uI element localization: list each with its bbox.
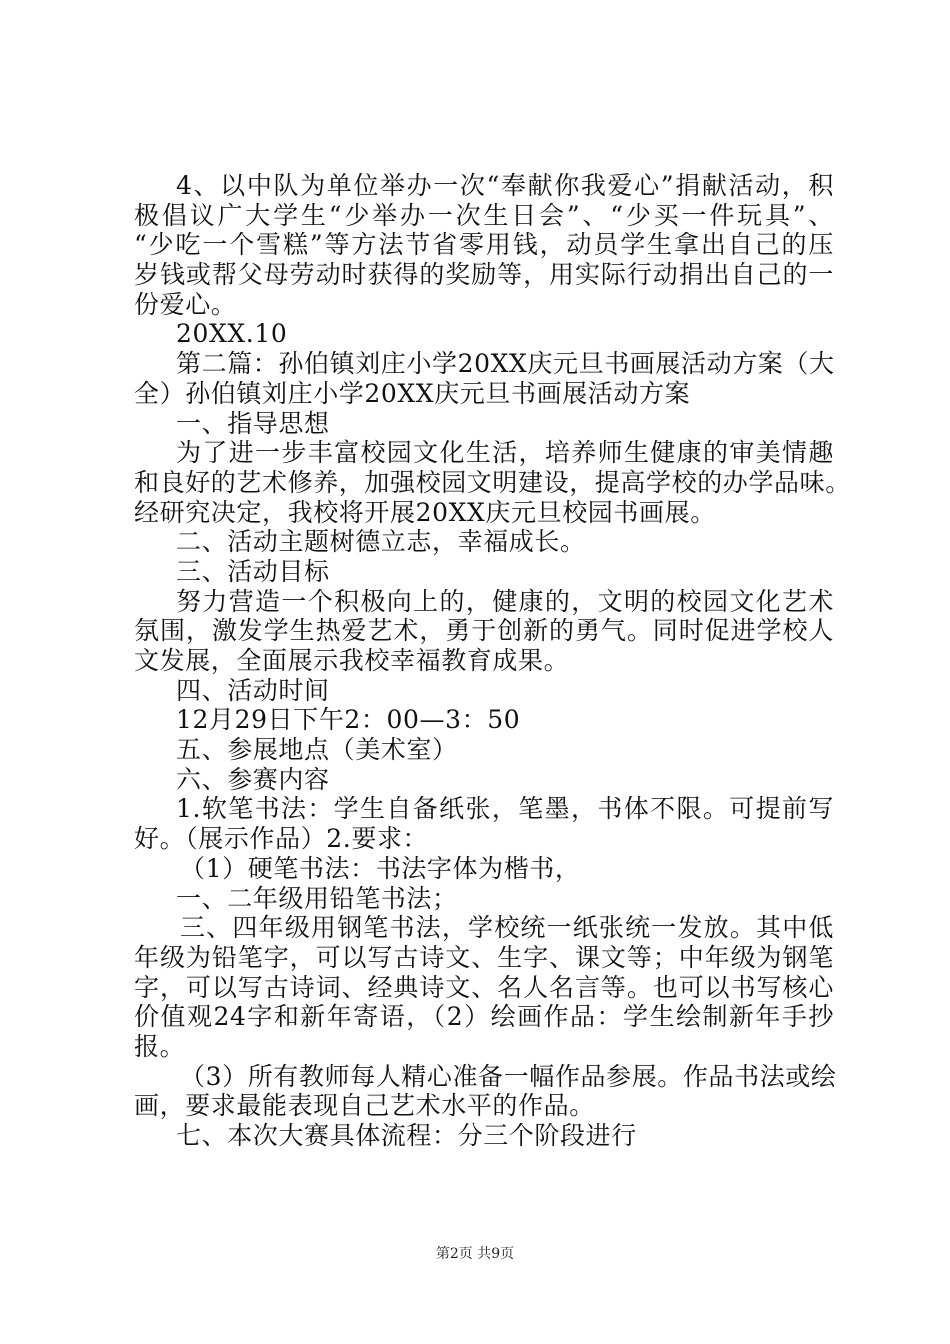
- paragraph-line: 1.软笔书法：学生自备纸张，笔墨，书体不限。可提前写: [176, 794, 834, 824]
- paragraph-line: 报。: [134, 1031, 186, 1061]
- heading-contest-process: 七、本次大赛具体流程：分三个阶段进行: [176, 1121, 637, 1150]
- paragraph-line: 岁钱或帮父母劳动时获得的奖励等，用实际行动捐出自己的一: [134, 260, 834, 290]
- paragraph-line: 字，可以写古诗词、经典诗文、名人名言等。也可以书写核心: [134, 972, 834, 1002]
- paragraph-line: 价值观24字和新年寄语，（2）绘画作品：学生绘制新年手抄: [134, 1002, 834, 1032]
- heading-activity-goal: 三、活动目标: [176, 556, 330, 586]
- paragraph-line: 为了进一步丰富校园文化生活，培养师生健康的审美情趣: [176, 438, 834, 468]
- paragraph-line: 份爱心。: [134, 289, 237, 319]
- paragraph-line: “少吃一个雪糕”等方法节省零用钱，动员学生拿出自己的压: [134, 230, 834, 260]
- paragraph-line: （1）硬笔书法：书法字体为楷书，: [180, 853, 581, 883]
- date-line: 20XX.10: [176, 319, 288, 349]
- section-title-line: 第二篇：孙伯镇刘庄小学20XX庆元旦书画展活动方案（大: [176, 349, 835, 379]
- paragraph-line: 好。（展示作品）2.要求：: [134, 824, 429, 854]
- heading-guiding-thought: 一、指导思想: [176, 408, 330, 438]
- document-body: [134, 171, 851, 1151]
- paragraph-line: 一、二年级用铅笔书法；: [176, 883, 458, 913]
- paragraph-line: 三、四年级用钢笔书法，学校统一纸张统一发放。其中低: [180, 913, 834, 943]
- heading-contest-content: 六、参赛内容: [176, 764, 330, 794]
- paragraph-line: 极倡议广大学生“少举办一次生日会”、“少买一件玩具”、: [134, 200, 834, 230]
- heading-activity-time: 四、活动时间: [176, 675, 330, 705]
- paragraph-line: 4、以中队为单位举办一次“奉献你我爱心”捐献活动，积: [176, 171, 834, 200]
- paragraph-line: 画，要求最能表现自己艺术水平的作品。: [134, 1091, 595, 1121]
- heading-activity-theme: 二、活动主题树德立志，幸福成长。: [176, 527, 586, 557]
- paragraph-line: 经研究决定，我校将开展20XX庆元旦校园书画展。: [134, 497, 716, 527]
- heading-venue: 五、参展地点（美术室）: [176, 735, 458, 765]
- page-number-footer: 第2页 共9页: [435, 1246, 515, 1262]
- activity-time-value: 12月29日下午2：00—3：50: [176, 705, 521, 735]
- paragraph-line: 和良好的艺术修养，加强校园文明建设，提高学校的办学品味。: [134, 467, 851, 497]
- paragraph-line: 努力营造一个积极向上的，健康的，文明的校园文化艺术: [176, 586, 834, 616]
- paragraph-line: 年级为铅笔字，可以写古诗文、生字、课文等；中年级为钢笔: [134, 942, 834, 972]
- paragraph-line: 氛围，激发学生热爱艺术，勇于创新的勇气。同时促进学校人: [134, 616, 834, 646]
- section-title-line: 全）孙伯镇刘庄小学20XX庆元旦书画展活动方案: [134, 378, 691, 408]
- paragraph-line: 文发展，全面展示我校幸福教育成果。: [134, 646, 570, 675]
- paragraph-line: （3）所有教师每人精心准备一幅作品参展。作品书法或绘: [180, 1061, 837, 1091]
